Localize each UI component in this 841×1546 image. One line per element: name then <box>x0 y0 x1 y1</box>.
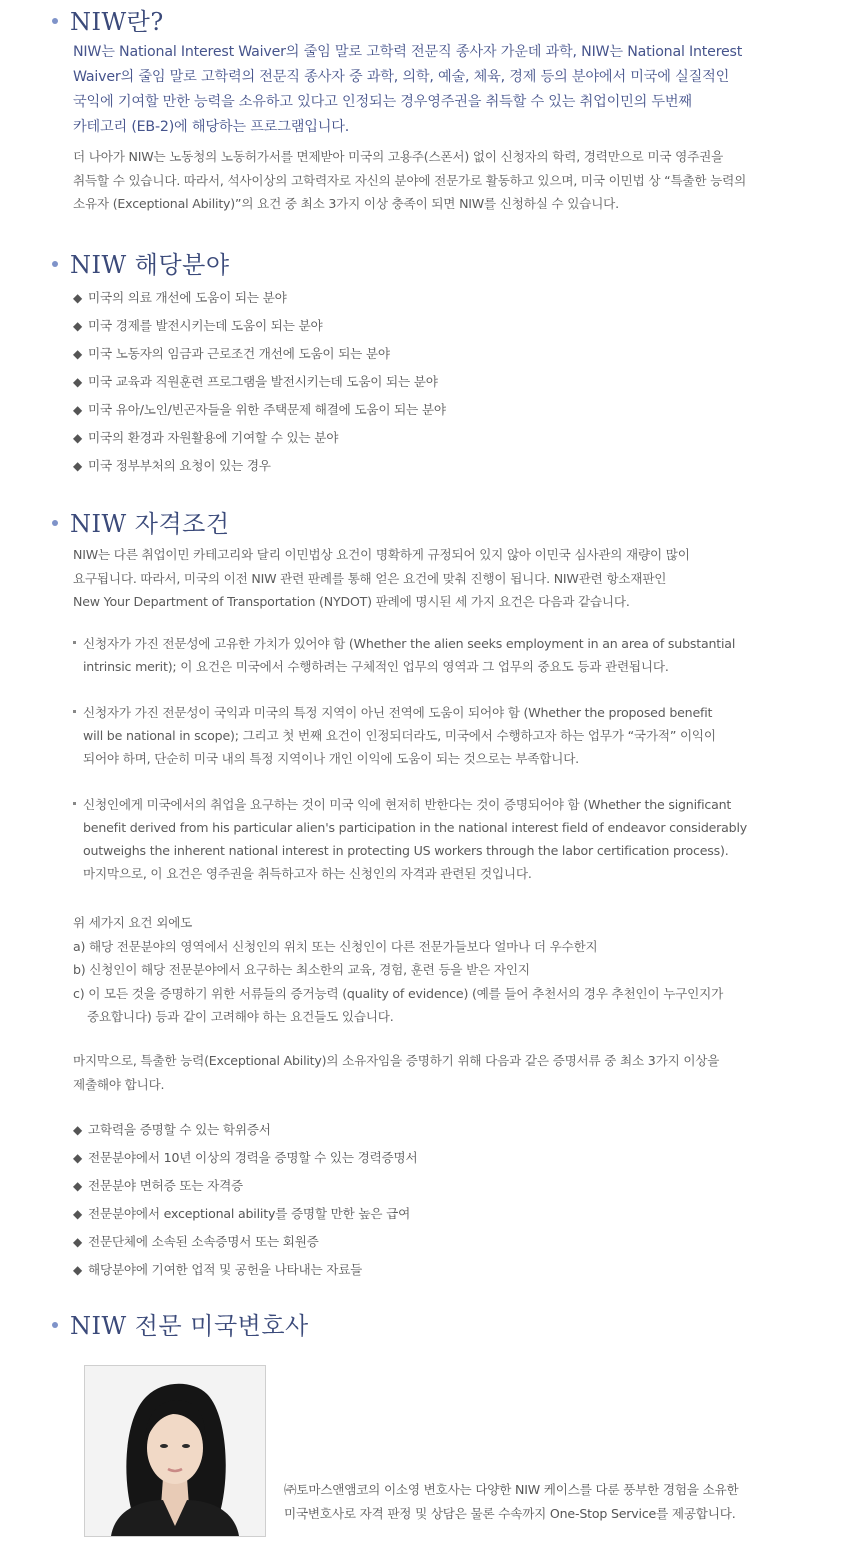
diamond-icon: ◆ <box>73 1179 83 1193</box>
list-item: ◆ 미국의 의료 개선에 도움이 되는 분야 <box>73 290 287 305</box>
square-bullet-icon <box>73 802 76 805</box>
about-lead-line: 카테고리 (EB-2)에 해당하는 프로그램입니다. <box>73 119 350 135</box>
diamond-icon: ◆ <box>73 403 83 417</box>
additional-requirements: 위 세가지 요건 외에도 a) 해당 전문분야의 영역에서 신청인의 위치 또는 신청인이 다른 전문가들보다 얼마나 더 우수한지 b) 신청인이 해당 전문분야에서 요구하는 최소한의 교육, 경험, 훈련 등을 받은 자인지 c) 이 모든 것을 증명하기 위한 서류들의 증거능력 (quality of evidence) (예를 들어 추천서의 경우 추천인이 누구인지가 중요합니다) 등과 같이 고려해야 하는 요건들도 있습니다. <box>73 915 724 1024</box>
diamond-icon: ◆ <box>73 1151 83 1165</box>
diamond-icon: ◆ <box>73 375 83 389</box>
list-item: ◆ 미국의 환경과 자원활용에 기여할 수 있는 분야 <box>73 430 339 445</box>
lawyer-photo <box>84 1365 266 1537</box>
about-body-line: 취득할 수 있습니다. 따라서, 석사이상의 고학력자로 자신의 분야에 전문가로 활동하고 있으며, 미국 이민법 상 “특출한 능력의 <box>73 172 747 188</box>
list-item: ◆ 전문분야에서 10년 이상의 경력을 증명할 수 있는 경력증명서 <box>73 1150 418 1165</box>
square-bullet-icon <box>73 641 76 644</box>
requirement-item: 신청자가 가진 전문성에 고유한 가치가 있어야 함 (Whether the alien seeks employment in an area of substantial intrinsic merit); 이 요건은 미국에서 수행하려는 구체적인 업무의 영역과 그 업무의 중요도 등과 관련됩니다. <box>73 632 763 678</box>
diamond-icon: ◆ <box>73 1263 83 1277</box>
diamond-icon: ◆ <box>73 291 83 305</box>
title-bullet-icon <box>52 18 58 24</box>
closing-paragraph: 마지막으로, 특출한 능력(Exceptional Ability)의 소유자임을 증명하기 위해 다음과 같은 증명서류 중 최소 3가지 이상을 제출해야 합니다. <box>73 1053 720 1092</box>
lawyer-description: ㈜토마스앤앰코의 이소영 변호사는 다양한 NIW 케이스를 다룬 풍부한 경험을 소유한 미국변호사로 자격 판정 및 상담은 물론 수속까지 One-Stop Service를 제공합니다. <box>284 1482 739 1521</box>
diamond-icon: ◆ <box>73 1207 83 1221</box>
requirement-item: 신청인에게 미국에서의 취업을 요구하는 것이 미국 익에 현저히 반한다는 것이 증명되어야 함 (Whether the significant benefit derived from his particular alien's participation in the national interest field of endeavor considerably outweighs the inherent national interest in protecting US workers through the labor certification process). 마지막으로, 이 요건은 영주권을 취득하고자 하는 신청인의 자격과 관련된 것입니다. <box>73 793 763 885</box>
section-title-fields: NIW 해당분야 <box>52 245 230 280</box>
requirement-item: 신청자가 가진 전문성이 국익과 미국의 특정 지역이 아닌 전역에 도움이 되어야 함 (Whether the proposed benefit will be national in scope); 그리고 첫 번째 요건이 인정되더라도, 미국에서 수행하고자 하는 업무가 “국가적” 이익이 되어야 하며, 단순히 미국 내의 특정 지역이나 개인 이익에 도움이 되는 것으로는 부족합니다. <box>73 701 763 770</box>
about-body-line: 더 나아가 NIW는 노동청의 노동허가서를 면제받아 미국의 고용주(스폰서) 없이 신청자의 학력, 경력만으로 미국 영주권을 <box>73 149 724 164</box>
about-body-line: 소유자 (Exceptional Ability)”의 요건 중 최소 3가지 이상 충족이 되면 NIW를 신청하실 수 있습니다. <box>73 196 619 211</box>
section-title-lawyer: NIW 전문 미국변호사 <box>52 1306 309 1341</box>
list-item: ◆ 미국 교육과 직원훈련 프로그램을 발전시키는데 도움이 되는 분야 <box>73 374 438 389</box>
diamond-icon: ◆ <box>73 431 83 445</box>
lawyer-portrait-icon <box>85 1366 265 1536</box>
about-body <box>73 145 793 216</box>
about-lead-line: NIW는 National Interest Waiver의 줄임 말로 고학력 전문직 종사자 가운데 과학, NIW는 National Interest <box>73 44 743 60</box>
about-lead <box>73 40 793 140</box>
list-item: ◆ 고학력을 증명할 수 있는 학위증서 <box>73 1122 271 1137</box>
about-lead-line: Waiver의 줄임 말로 고학력의 전문직 종사자 중 과학, 의학, 예술, 체육, 경제 등의 분야에서 미국에 실질적인 <box>73 69 730 85</box>
list-item: ◆ 전문단체에 소속된 소속증명서 또는 회원증 <box>73 1234 319 1249</box>
title-bullet-icon <box>52 1322 58 1328</box>
qualifications-intro: NIW는 다른 취업이민 카테고리와 달리 이민법상 요건이 명확하게 규정되어 있지 않아 이민국 심사관의 재량이 많이 요구됩니다. 따라서, 미국의 이전 NIW 관련 판례를 통해 얻은 요건에 맞춰 진행이 됩니다. NIW관련 항소재판인 New Your Department of Transportation (NYDOT) 판례에 명시된 세 가지 요건은 다음과 같습니다. <box>73 547 690 609</box>
list-item: ◆ 전문분야 면허증 또는 자격증 <box>73 1178 244 1193</box>
list-item: ◆ 미국 노동자의 임금과 근로조건 개선에 도움이 되는 분야 <box>73 346 390 361</box>
section-title-about: NIW란? <box>52 2 164 37</box>
about-lead-line: 국익에 기여할 만한 능력을 소유하고 있다고 인정되는 경우영주권을 취득할 수 있는 취업이민의 두번째 <box>73 94 692 110</box>
list-item: ◆ 미국 경제를 발전시키는데 도움이 되는 분야 <box>73 318 323 333</box>
fields-list <box>73 284 793 480</box>
diamond-icon: ◆ <box>73 1123 83 1137</box>
list-item: ◆ 전문분야에서 exceptional ability를 증명할 만한 높은 급여 <box>73 1206 411 1221</box>
list-item: ◆ 미국 정부부처의 요청이 있는 경우 <box>73 458 271 473</box>
diamond-icon: ◆ <box>73 347 83 361</box>
diamond-icon: ◆ <box>73 459 83 473</box>
list-item: ◆ 해당분야에 기여한 업적 및 공헌을 나타내는 자료들 <box>73 1262 363 1277</box>
list-item: ◆ 미국 유아/노인/빈곤자들을 위한 주택문제 해결에 도움이 되는 분야 <box>73 402 446 417</box>
diamond-icon: ◆ <box>73 1235 83 1249</box>
documents-list <box>73 1116 793 1284</box>
section-title-qualifications: NIW 자격조건 <box>52 504 230 539</box>
title-bullet-icon <box>52 520 58 526</box>
title-bullet-icon <box>52 261 58 267</box>
diamond-icon: ◆ <box>73 319 83 333</box>
square-bullet-icon <box>73 710 76 713</box>
